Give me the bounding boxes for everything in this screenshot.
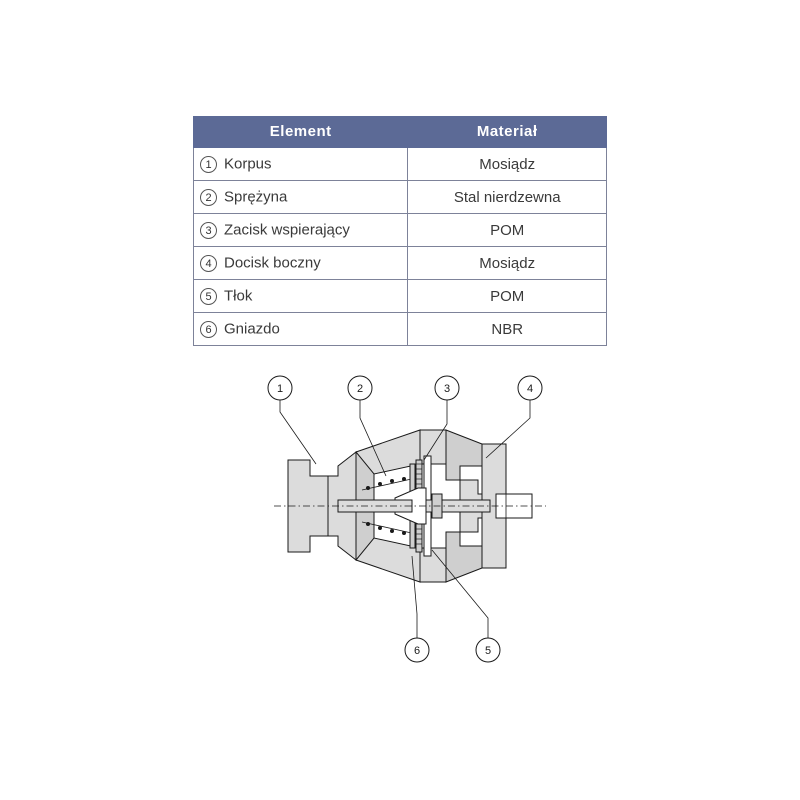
callout-label-2: 2 [356,382,364,395]
callout-3[interactable] [435,376,459,400]
leader-line-1 [280,400,316,464]
item-number-badge: 6 [200,321,217,338]
cell-element [194,280,408,313]
cell-element [194,214,408,247]
callout-label-3: 3 [443,382,451,395]
item-number-badge: 3 [200,222,217,239]
table-row [194,313,607,346]
table-row [194,214,607,247]
callout-label-6: 6 [413,644,421,657]
callout-6[interactable] [405,638,429,662]
cell-material: Mosiądz [408,247,607,280]
spring-coil-dot [390,529,394,533]
table-row [194,247,607,280]
cell-element [194,247,408,280]
column-header-element: Element [194,117,408,148]
item-number-badge: 2 [200,189,217,206]
valve-cross-section-drawing [210,360,610,680]
item-number-badge: 5 [200,288,217,305]
element-label: Zacisk wspierający [224,221,350,239]
parts-table [193,116,607,346]
cell-material: Mosiądz [408,148,607,181]
element-label: Tłok [224,287,253,305]
table-row [194,148,607,181]
side-nut-upper [446,430,482,480]
item-number-badge: 4 [200,255,217,272]
cell-element [194,313,408,346]
cell-material: Stal nierdzewna [408,181,607,214]
cell-element [194,181,408,214]
cell-material: NBR [408,313,607,346]
callout-1[interactable] [268,376,292,400]
table-header-row [194,117,607,148]
side-nut-lower [446,532,482,582]
element-label: Docisk boczny [224,254,321,272]
item-number-badge: 1 [200,156,217,173]
valve-drawing-svg [210,360,610,680]
cell-element [194,148,408,181]
element-label: Korpus [224,155,272,173]
column-header-material: Materiał [408,117,607,148]
parts-table-container [193,116,607,346]
table-row [194,280,607,313]
element-label: Sprężyna [224,188,288,206]
cell-material: POM [408,214,607,247]
parts-table-head [194,117,607,148]
callout-label-4: 4 [526,382,534,395]
callout-5[interactable] [476,638,500,662]
cell-material: POM [408,280,607,313]
callout-4[interactable] [518,376,542,400]
callout-label-1: 1 [276,382,284,395]
spring-coil-dot [390,479,394,483]
element-label: Gniazdo [224,320,280,338]
parts-table-body [194,148,607,346]
table-row [194,181,607,214]
callout-label-5: 5 [484,644,492,657]
callout-2[interactable] [348,376,372,400]
